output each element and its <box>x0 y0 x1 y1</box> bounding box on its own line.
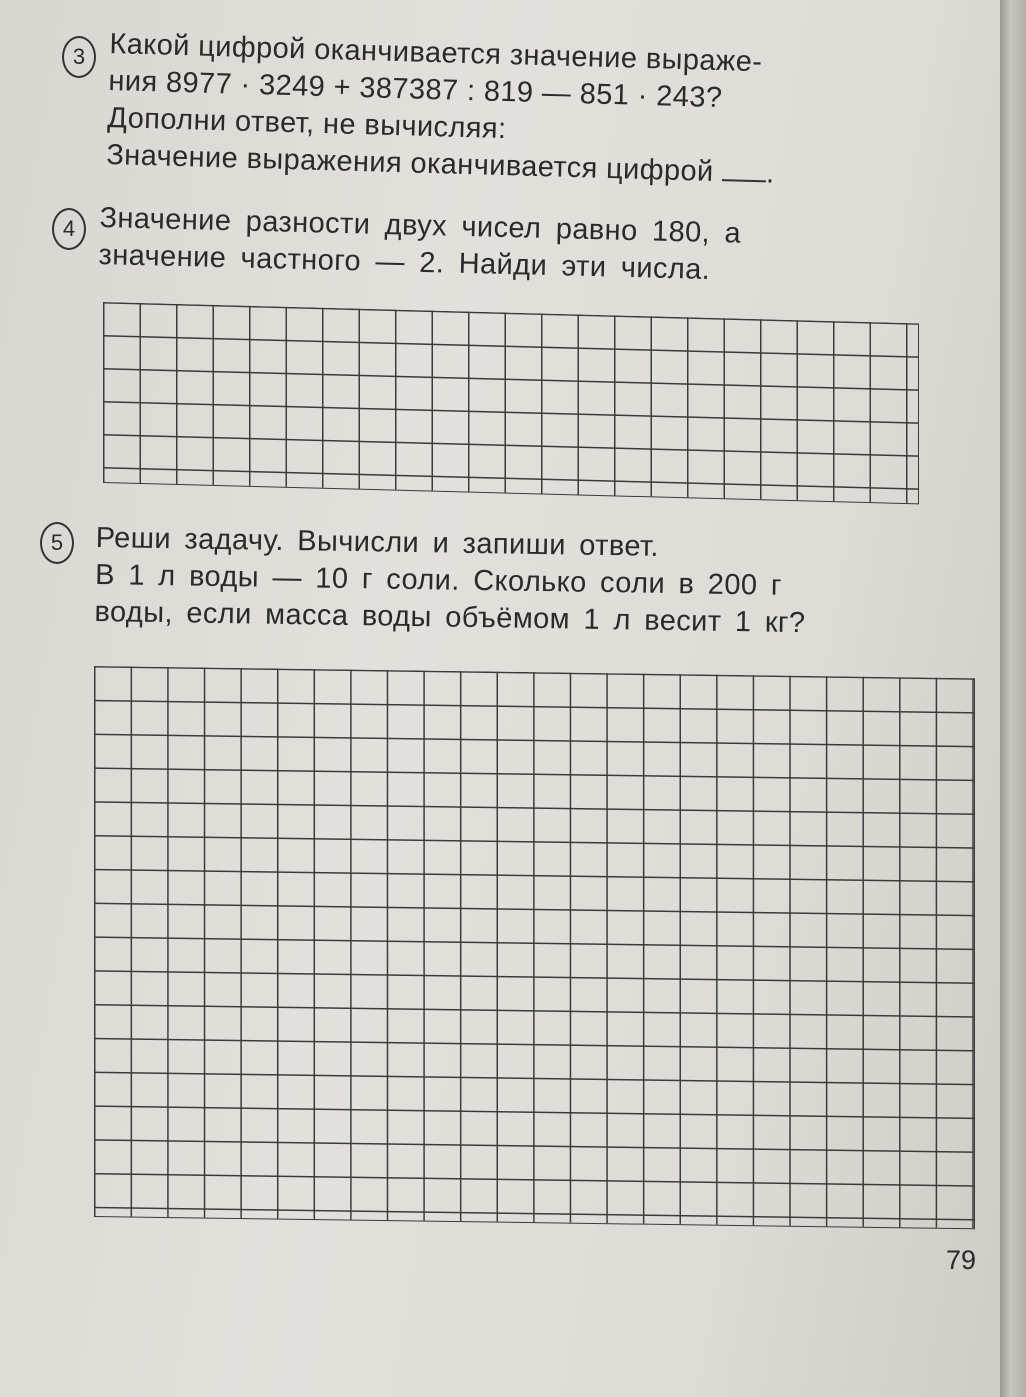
task-4-line-2: значение частного — 2. Найди эти числа. <box>98 238 711 286</box>
page-edge <box>1000 0 1026 1397</box>
task-3-line-3: Дополни ответ, не вычисляя: <box>106 101 507 146</box>
task-5-line-3: воды, если масса воды объёмом 1 л весит 1 кг? <box>94 595 806 640</box>
task-4-line-1: Значение разности двух чисел равно 180, а <box>99 201 742 250</box>
task-5-answer-grid[interactable] <box>94 666 975 1229</box>
task-5-text <box>94 520 807 642</box>
task-3-line-1: Какой цифрой оканчивается значение выраже- <box>109 27 763 79</box>
task-4-text <box>98 200 741 290</box>
task-3-line-4-text: Значение выражения оканчивается цифрой <box>105 138 715 188</box>
answer-blank[interactable] <box>722 157 767 182</box>
task-4-number: 4 <box>52 208 86 250</box>
task-5-line-2: В 1 л воды — 10 г соли. Сколько соли в 200 г <box>94 558 783 602</box>
task-3-text <box>106 26 778 193</box>
task-3-number: 3 <box>62 36 96 78</box>
task-4-answer-grid[interactable] <box>103 302 919 504</box>
page-number: 79 <box>946 1245 977 1275</box>
task-5-number: 5 <box>40 522 74 564</box>
task-3-line-2: ния 8977 · 3249 + 387387 : 819 — 851 · 243? <box>108 64 723 115</box>
task-5-line-1: Реши задачу. Вычисли и запиши ответ. <box>95 521 660 563</box>
task-3-end-mark: . <box>765 157 776 190</box>
